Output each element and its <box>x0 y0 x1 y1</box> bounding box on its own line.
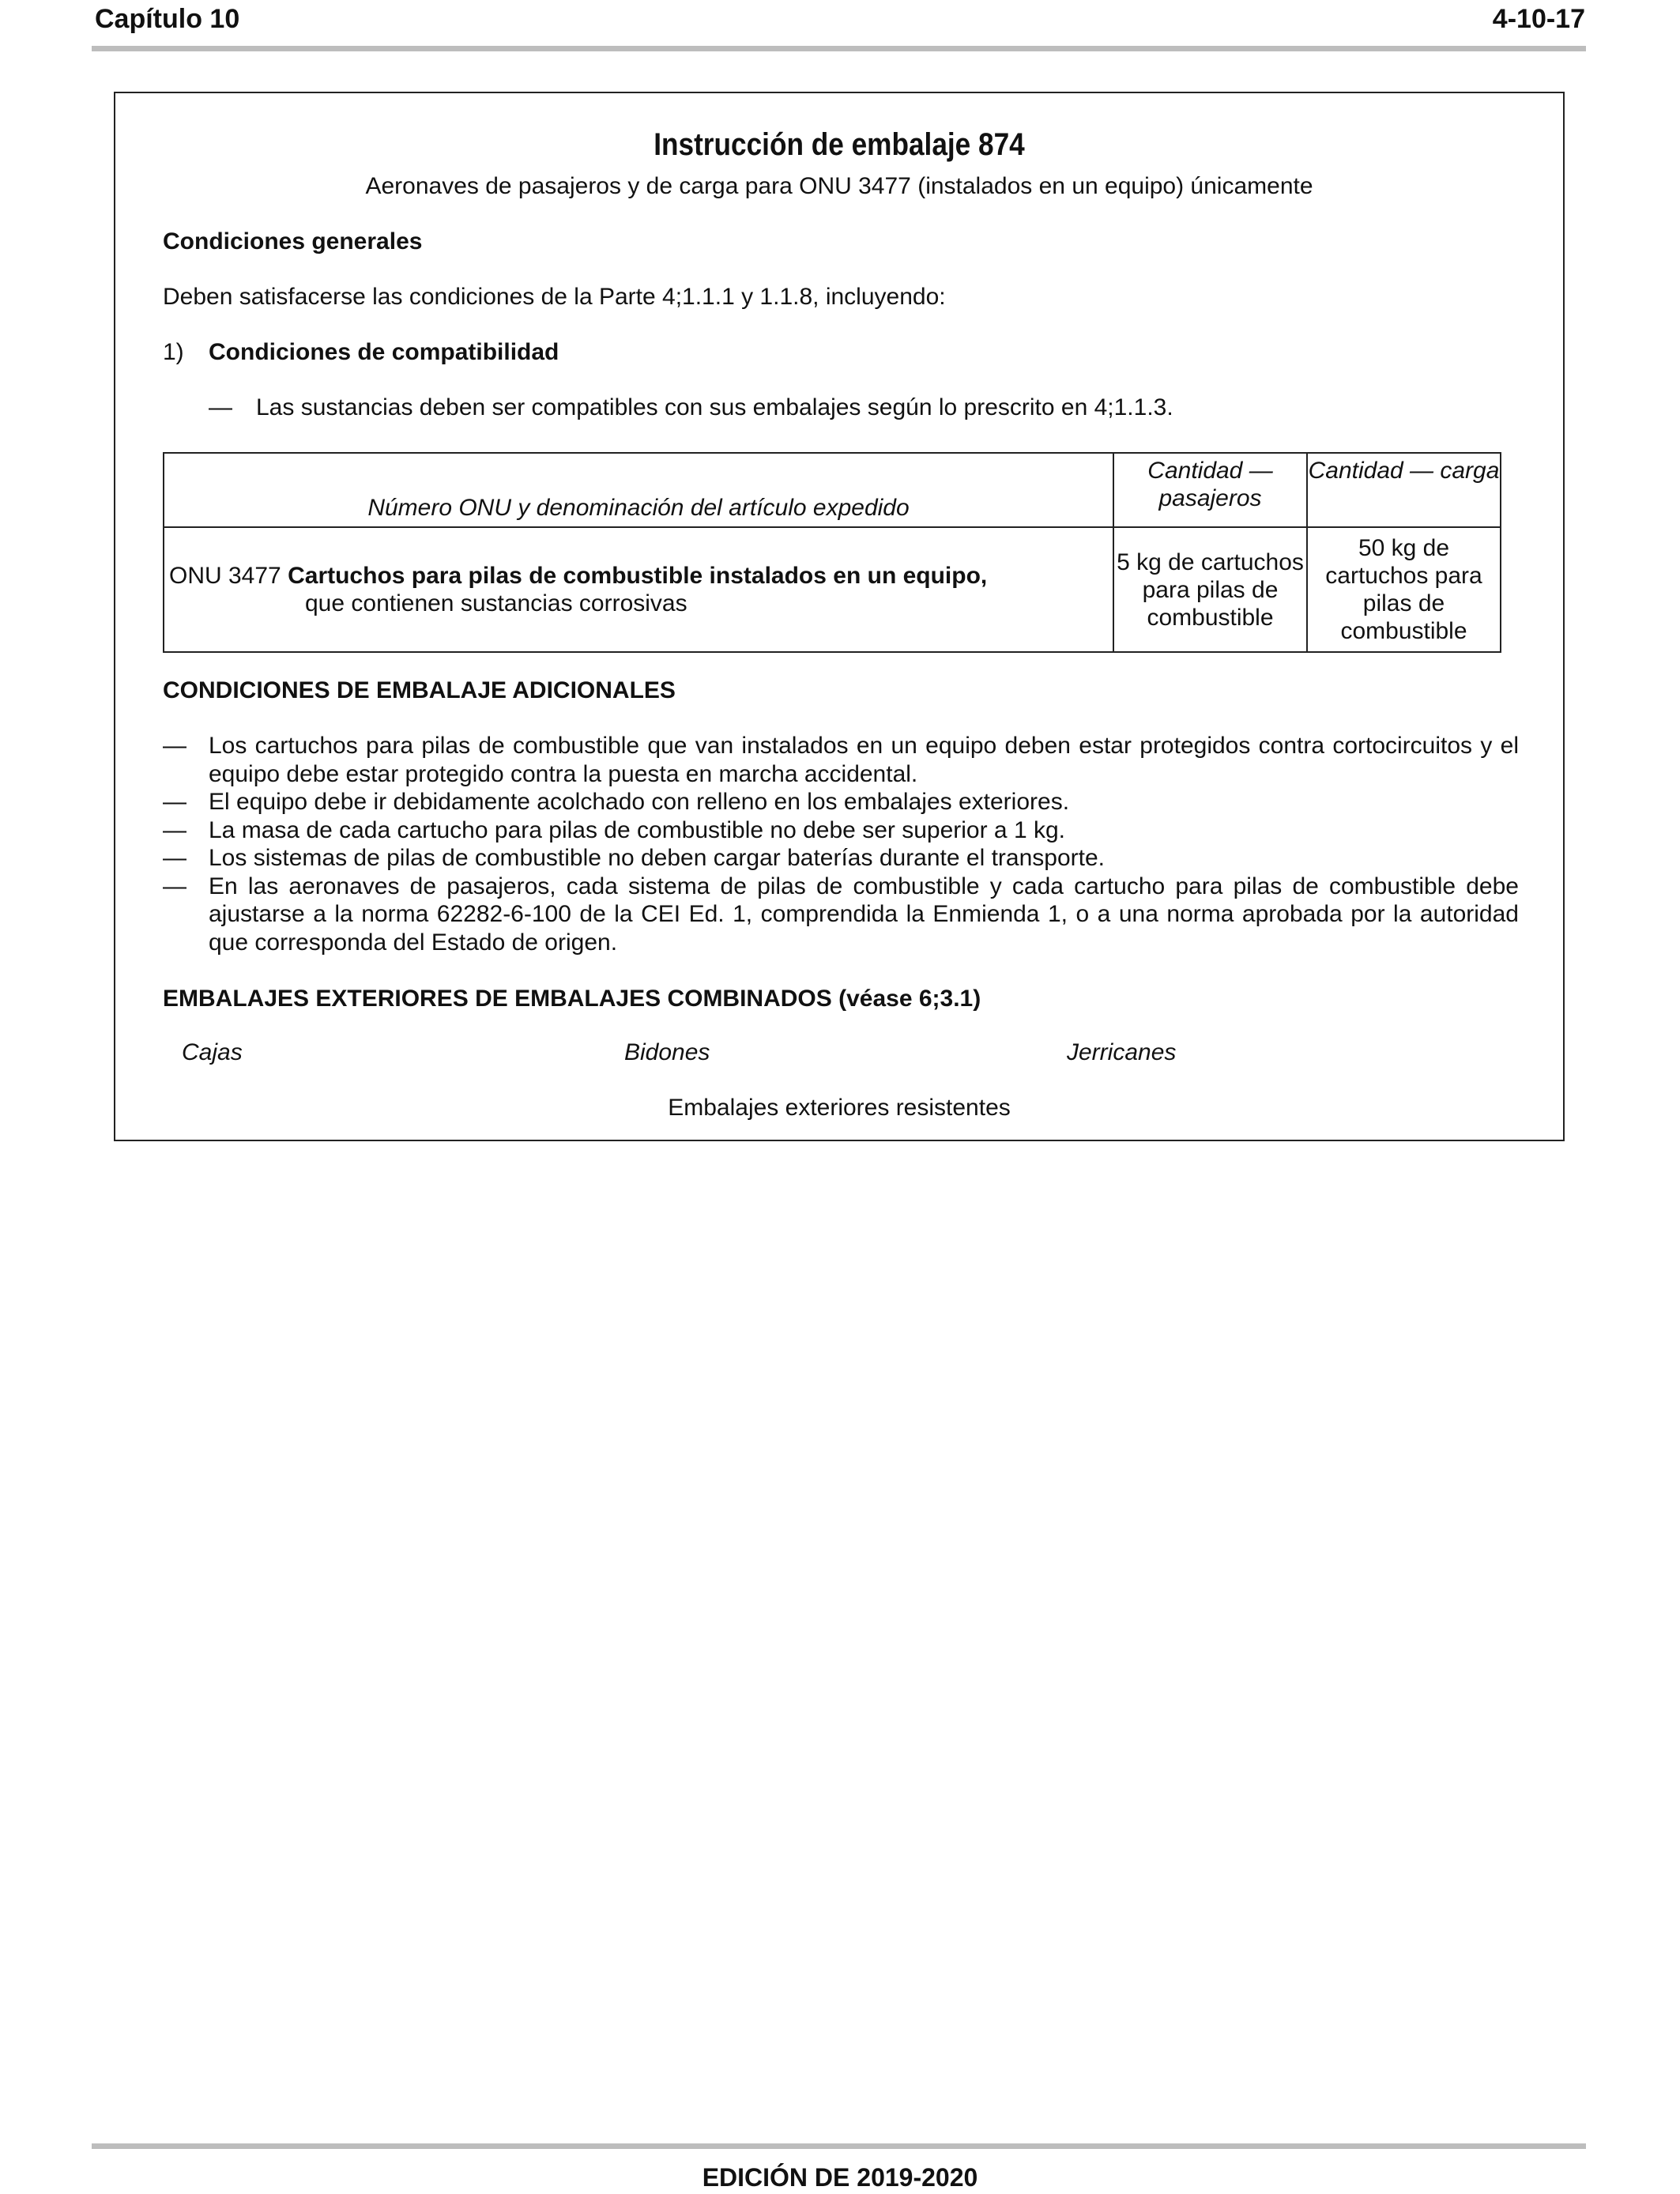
edition-footer: EDICIÓN DE 2019-2020 <box>702 2163 978 2192</box>
header-qty-cargo: Cantidad — carga <box>1307 453 1501 527</box>
header-qty-passengers: Cantidad — pasajeros <box>1113 453 1307 527</box>
compatibility-text: Las sustancias deben ser compatibles con sus embalajes según lo prescrito en 4;1.1.3. <box>256 394 1173 420</box>
list-item-text: Los sistemas de pilas de combustible no deben cargar baterías durante el transporte. <box>209 845 1105 871</box>
instruction-subtitle: Aeronaves de pasajeros y de carga para ONU 3477 (instalados en un equipo) únicamente <box>365 173 1313 199</box>
list-item-text: El equipo debe ir debidamente acolchado con relleno en los embalajes exteriores. <box>209 789 1070 815</box>
packing-instruction-box <box>114 92 1565 1141</box>
general-conditions-heading: Condiciones generales <box>163 228 423 254</box>
outer-packagings-note: Embalajes exteriores resistentes <box>668 1095 1011 1121</box>
compatibility-dash: — <box>209 394 232 420</box>
additional-conditions-heading: CONDICIONES DE EMBALAJE ADICIONALES <box>163 677 676 703</box>
additional-conditions-list <box>163 732 1519 956</box>
list-item <box>163 816 1519 845</box>
list-item <box>163 873 1519 957</box>
compatibility-heading: Condiciones de compatibilidad <box>209 339 559 365</box>
footer-rule <box>92 2143 1586 2149</box>
general-conditions-text: Deben satisfacerse las condiciones de la Parte 4;1.1.1 y 1.1.8, incluyendo: <box>163 284 946 310</box>
instruction-title: Instrucción de embalaje 874 <box>654 127 1025 162</box>
dash-marker: — <box>163 816 186 843</box>
outer-type-boxes: Cajas <box>182 1039 243 1065</box>
un-prefix: ONU 3477 <box>169 563 281 589</box>
cell-un-entry <box>164 527 1113 652</box>
list-item <box>163 844 1519 873</box>
list-item <box>163 732 1519 788</box>
dash-marker: — <box>163 733 186 759</box>
list-item-text: La masa de cada cartucho para pilas de combustible no debe ser superior a 1 kg. <box>209 816 1065 843</box>
dash-marker: — <box>163 845 186 871</box>
page-number: 4-10-17 <box>1492 4 1585 34</box>
outer-packagings-heading: EMBALAJES EXTERIORES DE EMBALAJES COMBINADOS (véase 6;3.1) <box>163 986 981 1012</box>
outer-type-drums: Bidones <box>624 1039 710 1065</box>
cell-qty-passengers: 5 kg de cartuchos para pilas de combustible <box>1113 527 1307 652</box>
un-name-bold: Cartuchos para pilas de combustible instalados en un equipo, <box>288 563 988 589</box>
outer-type-jerricans: Jerricanes <box>1067 1039 1177 1065</box>
cell-qty-cargo: 50 kg de cartuchos para pilas de combustible <box>1307 527 1501 652</box>
header-rule <box>92 46 1586 51</box>
item1-number: 1) <box>163 339 184 365</box>
un-name-rest: que contienen sustancias corrosivas <box>305 590 687 616</box>
list-item <box>163 788 1519 816</box>
dash-marker: — <box>163 789 186 815</box>
chapter-label: Capítulo 10 <box>95 4 240 34</box>
table-header-row <box>164 453 1501 527</box>
dash-marker: — <box>163 873 186 899</box>
header-un-number: Número ONU y denominación del artículo expedido <box>164 453 1113 527</box>
list-item-text: Los cartuchos para pilas de combustible que van instalados en un equipo deben estar protegidos contra cortocircuitos y el equipo debe estar protegido contra la puesta en marcha accidental. <box>209 733 1519 787</box>
table-row <box>164 527 1501 652</box>
quantity-table <box>163 452 1501 653</box>
list-item-text: En las aeronaves de pasajeros, cada sistema de pilas de combustible y cada cartucho para pilas de combustible debe ajustarse a la norma 62282-6-100 de la CEI Ed. 1, comprendida la Enmienda 1, o a una norma aprobada por la autoridad que corresponda del Estado de origen. <box>209 873 1519 956</box>
